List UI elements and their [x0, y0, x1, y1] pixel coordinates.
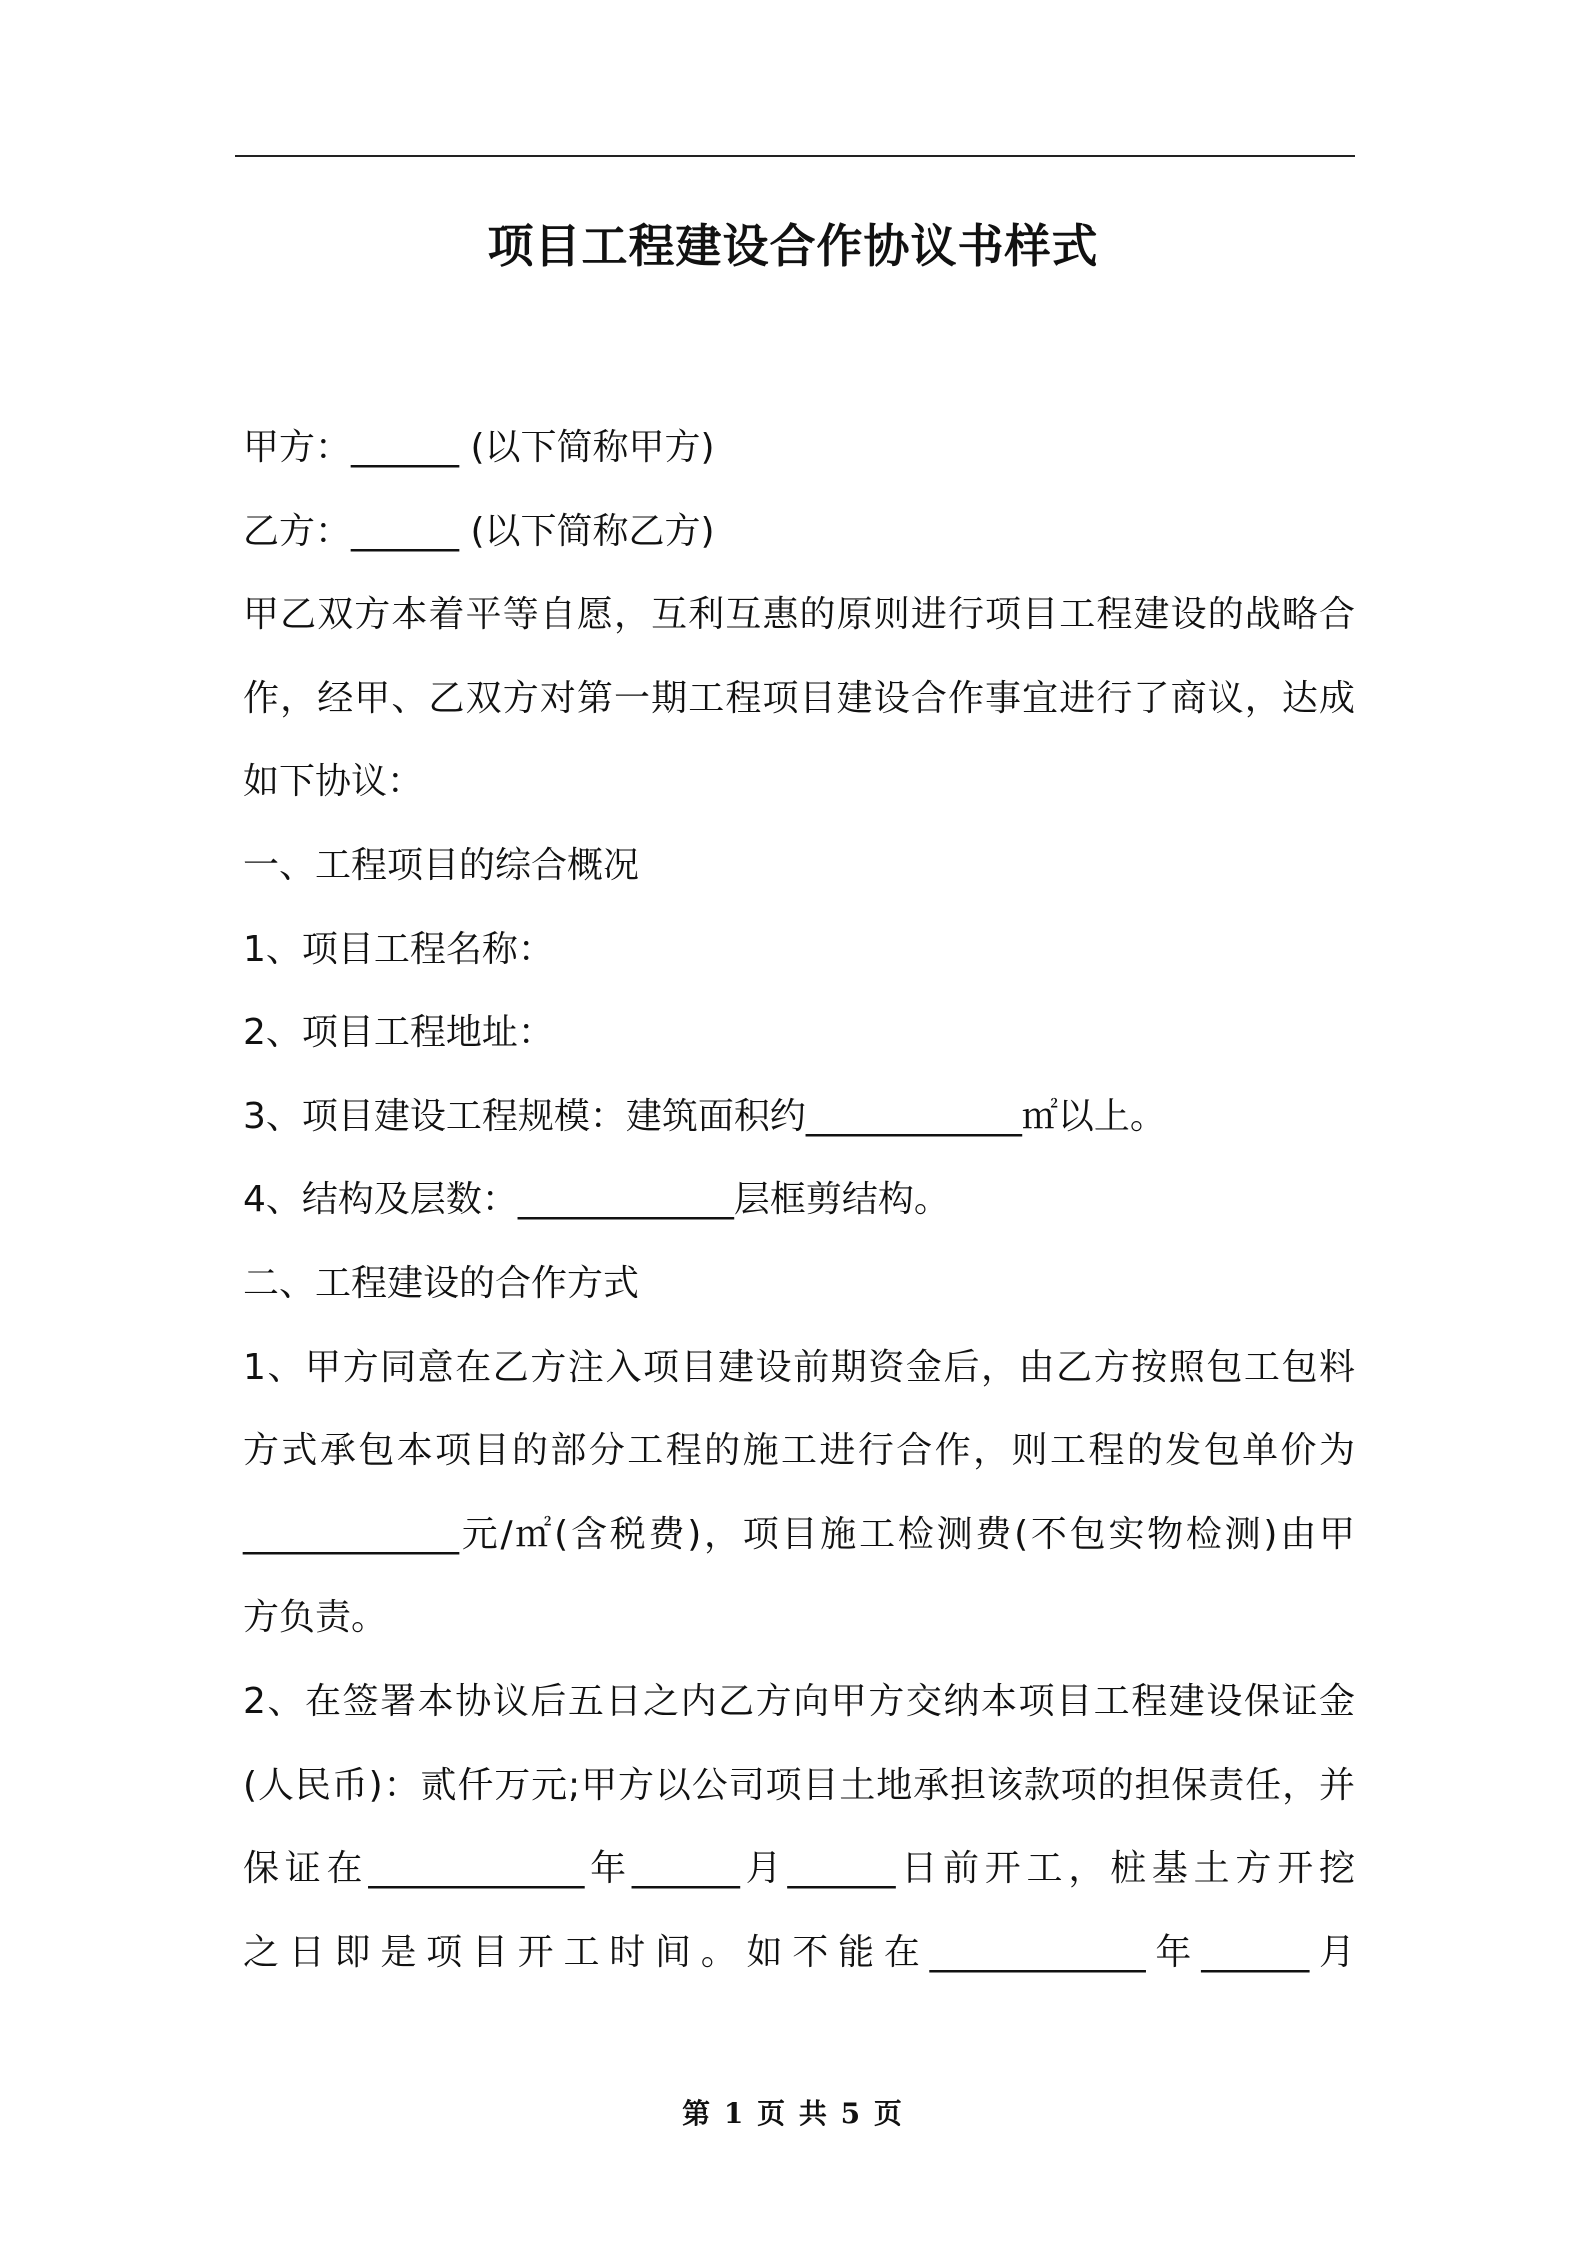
party-b-line: 乙方：______ (以下简称乙方) — [243, 510, 715, 552]
document-body — [243, 406, 1355, 1994]
section-heading: 一、工程项目的综合概况 — [243, 844, 640, 886]
list-item: 1、项目工程名称： — [243, 928, 554, 970]
header-rule — [235, 155, 1355, 157]
paragraph-line: ____________元/㎡(含税费)，项目施工检测费(不包实物检测)由甲 — [243, 1513, 1355, 1555]
list-item: 2、项目工程地址： — [243, 1012, 554, 1054]
paragraph-line: 方式承包本项目的部分工程的施工进行合作，则工程的发包单价为 — [243, 1430, 1355, 1472]
list-item: 3、项目建设工程规模：建筑面积约____________㎡以上。 — [243, 1095, 1166, 1137]
paragraph-line: 甲乙双方本着平等自愿，互利互惠的原则进行项目工程建设的战略合 — [243, 594, 1355, 636]
paragraph-line: 作，经甲、乙双方对第一期工程项目建设合作事宜进行了商议，达成 — [243, 677, 1355, 719]
document-title: 项目工程建设合作协议书样式 — [487, 219, 1099, 273]
paragraph-line: 方负责。 — [243, 1597, 388, 1639]
page-indicator: 第 1 页 共 5 页 — [682, 2097, 904, 2130]
party-a-line: 甲方：______ (以下简称甲方) — [243, 427, 715, 468]
paragraph-line: 2、在签署本协议后五日之内乙方向甲方交纳本项目工程建设保证金 — [243, 1680, 1355, 1722]
section-heading: 二、工程建设的合作方式 — [243, 1262, 640, 1304]
list-item: 4、结构及层数：____________层框剪结构。 — [243, 1179, 950, 1221]
paragraph-line: 之日即是项目开工时间。如不能在____________年______月 — [243, 1931, 1355, 1973]
paragraph-line: 保证在____________年______月______日前开工，桩基土方开挖 — [243, 1848, 1355, 1890]
paragraph-line: (人民币)：贰仟万元;甲方以公司项目土地承担该款项的担保责任，并 — [243, 1764, 1355, 1806]
paragraph-line: 1、甲方同意在乙方注入项目建设前期资金后，由乙方按照包工包料 — [243, 1346, 1355, 1388]
paragraph-line: 如下协议： — [243, 761, 424, 803]
